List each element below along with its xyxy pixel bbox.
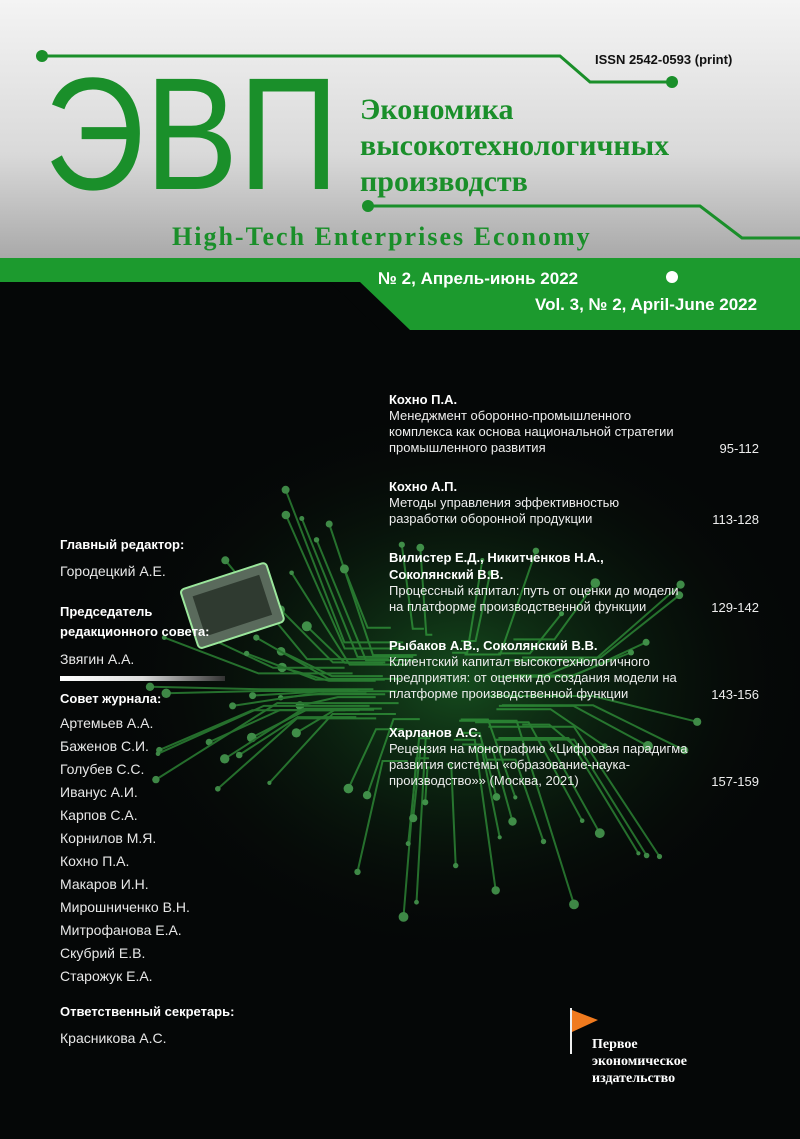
publisher-name-line: Первое — [592, 1037, 638, 1052]
toc-title: Процессный капитал: путь от оценки до модели на платформе производственной функции — [389, 583, 679, 614]
title-ru-line: Экономика — [360, 93, 514, 126]
toc-author: Харланов А.С. — [389, 725, 482, 740]
toc-entry[interactable] — [389, 478, 759, 527]
toc-pages: 129-142 — [711, 600, 759, 615]
toc-author: Вилистер Е.Д., Никитченков Н.А., Соколянский В.В. — [389, 550, 604, 582]
council-chair-label: Председатель редакционного совета: — [60, 604, 210, 639]
toc-title: Клиентский капитал высокотехнологичного предприятия: от оценки до создания модели на платформе производственной функции — [389, 654, 677, 701]
title-ru-line: производств — [360, 165, 528, 198]
toc-author: Кохно П.А. — [389, 392, 458, 407]
board-member: Старожук Е.А. — [60, 968, 153, 984]
board-label: Совет журнала: — [60, 691, 162, 706]
toc-pages: 157-159 — [711, 774, 759, 789]
secretary-label: Ответственный секретарь: — [60, 1004, 235, 1019]
council-chair — [60, 602, 240, 670]
issn: ISSN 2542-0593 (print) — [595, 52, 733, 67]
toc-pages: 113-128 — [712, 512, 759, 527]
board-member: Мирошниченко В.Н. — [60, 899, 190, 915]
chief-editor — [60, 536, 260, 582]
publisher-name-line: издательство — [592, 1071, 676, 1086]
board-member: Баженов С.И. — [60, 738, 149, 754]
journal-title-en: High-Tech Enterprises Economy — [172, 222, 592, 251]
toc-title: Рецензия на монографию «Цифровая парадигма развития системы «образование-наука-производство»» (Москва, 2021) — [389, 741, 688, 788]
toc-title: Менеджмент оборонно-промышленного комплекса как основа национальной стратегии промышленного развития — [389, 408, 674, 455]
board-member: Корнилов М.Я. — [60, 830, 157, 846]
divider — [60, 676, 225, 681]
editorial-board — [60, 690, 260, 988]
toc-author: Кохно А.П. — [389, 479, 458, 494]
publisher-name-line: экономическое — [592, 1054, 687, 1069]
logo-text: ЭВП — [44, 44, 339, 223]
board-member: Митрофанова Е.А. — [60, 922, 182, 938]
chief-editor-label: Главный редактор: — [60, 537, 185, 552]
board-member: Карпов С.А. — [60, 807, 138, 823]
toc-entry[interactable] — [389, 391, 759, 456]
toc-author: Рыбаков А.В., Соколянский В.В. — [389, 638, 598, 653]
chief-editor-name: Городецкий А.Е. — [60, 563, 166, 579]
journal-logo — [44, 44, 344, 223]
board-members — [60, 712, 260, 988]
table-of-contents — [389, 391, 759, 811]
board-member: Артемьев А.А. — [60, 715, 154, 731]
board-member: Кохно П.А. — [60, 853, 130, 869]
toc-entry[interactable] — [389, 549, 759, 615]
issue-ru: № 2, Апрель-июнь 2022 — [378, 269, 579, 288]
board-member: Макаров И.Н. — [60, 876, 149, 892]
toc-pages: 143-156 — [711, 687, 759, 702]
secretary-name: Красникова А.С. — [60, 1030, 167, 1046]
toc-entry[interactable] — [389, 637, 759, 702]
toc-entry[interactable] — [389, 724, 759, 789]
issue-en: Vol. 3, № 2, April-June 2022 — [535, 295, 758, 314]
journal-title-ru — [360, 92, 669, 200]
title-ru-line: высокотехнологичных — [360, 129, 670, 162]
board-member: Голубев С.С. — [60, 761, 145, 777]
executive-secretary — [60, 1003, 300, 1049]
toc-pages: 95-112 — [719, 441, 759, 456]
publisher-name — [592, 1036, 687, 1087]
toc-title: Методы управления эффективностью разработки оборонной продукции — [389, 495, 620, 526]
council-chair-name: Звягин А.А. — [60, 651, 135, 667]
board-member: Скубрий Е.В. — [60, 945, 146, 961]
board-member: Иванус А.И. — [60, 784, 138, 800]
